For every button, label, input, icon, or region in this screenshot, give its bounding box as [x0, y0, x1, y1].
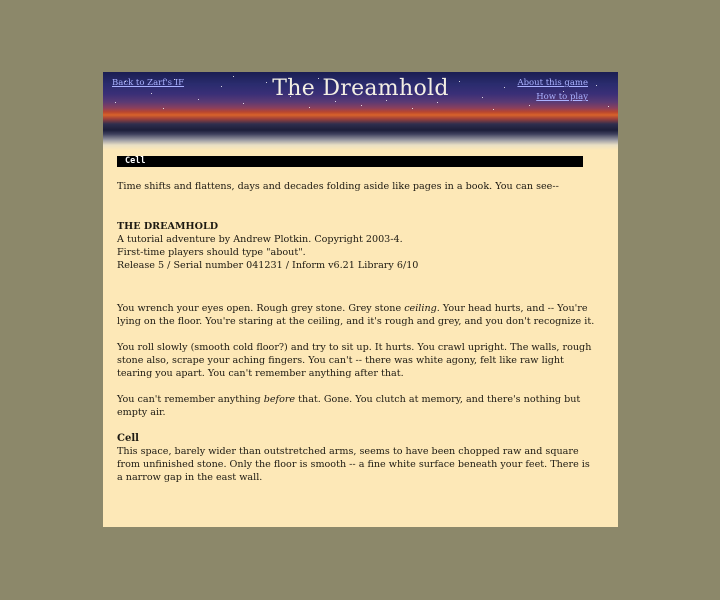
first-time-hint: First-time players should type "about".	[117, 247, 306, 258]
game-window	[103, 72, 618, 527]
game-title: The Dreamhold	[272, 76, 449, 101]
status-location: Cell	[125, 156, 146, 166]
back-to-zarfs-if-link[interactable]: Back to Zarf's IF	[112, 78, 185, 88]
title-banner	[103, 72, 618, 150]
release-info: Release 5 / Serial number 041231 / Inform v6.21 Library 6/10	[117, 260, 419, 271]
about-this-game-link[interactable]: About this game	[517, 78, 588, 88]
story-paragraph: You can't remember anything before that. Gone. You clutch at memory, and there's nothing but empty air.	[117, 394, 581, 418]
game-banner-title: THE DREAMHOLD	[117, 221, 219, 232]
story-paragraph: You roll slowly (smooth cold floor?) and try to sit up. It hurts. You crawl upright. The walls, rough stone also, scrape your aching fingers. You can't -- there was white agony, felt like raw light tearing you apart. You can't remember anything after that.	[117, 342, 592, 379]
game-byline: A tutorial adventure by Andrew Plotkin. Copyright 2003-4.	[117, 234, 403, 245]
room-name: Cell	[117, 433, 139, 444]
room-description: This space, barely wider than outstretched arms, seems to have been chopped raw and square from unfinished stone. Only the floor is smooth -- a fine white surface beneath your feet. There is a narrow gap in the east wall.	[117, 446, 590, 483]
story-paragraph: You wrench your eyes open. Rough grey stone. Grey stone ceiling. Your head hurts, and -- You're lying on the floor. You're staring at the ceiling, and it's rough and grey, and you don't recognize it.	[117, 303, 595, 327]
story-output	[117, 180, 597, 484]
intro-text: Time shifts and flattens, days and decades folding aside like pages in a book. You can see--	[117, 181, 559, 192]
status-bar	[117, 156, 583, 167]
how-to-play-link[interactable]: How to play	[536, 92, 588, 102]
